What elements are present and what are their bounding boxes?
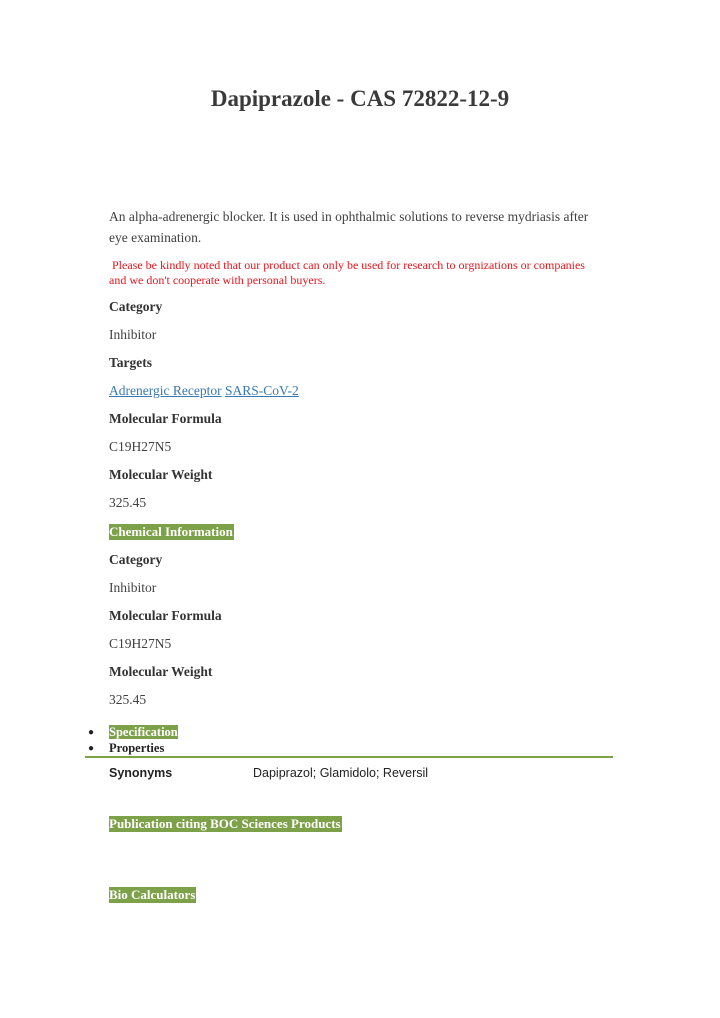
chem-category-label: Category — [109, 552, 163, 567]
target-link-sars-cov-2[interactable]: SARS-CoV-2 — [224, 383, 299, 398]
targets-label: Targets — [109, 355, 152, 370]
molecular-weight-value: 325.45 — [109, 495, 147, 510]
bio-calculators-heading: Bio Calculators — [109, 887, 196, 902]
targets-list — [109, 383, 299, 399]
chem-molecular-formula-value: C19H27N5 — [109, 636, 172, 651]
page-title: Dapiprazole - CAS 72822-12-9 — [210, 86, 510, 111]
category-label: Category — [109, 299, 163, 314]
synonyms-label: Synonyms — [109, 766, 173, 780]
bullet-icon: ● — [88, 743, 95, 754]
chem-molecular-weight-label: Molecular Weight — [109, 664, 213, 679]
molecular-formula-label: Molecular Formula — [109, 411, 222, 426]
notice-text: Please be kindly noted that our product can only be used for research to orgnizations or companies and we don't cooperate with personal buyers. — [109, 258, 585, 287]
publication-heading: Publication citing BOC Sciences Products — [109, 816, 341, 831]
molecular-weight-label: Molecular Weight — [109, 467, 213, 482]
molecular-formula-value: C19H27N5 — [109, 439, 172, 454]
research-use-notice — [109, 258, 589, 288]
chem-molecular-formula-label: Molecular Formula — [109, 608, 222, 623]
tab-properties[interactable] — [109, 741, 164, 756]
product-description: An alpha-adrenergic blocker. It is used in ophthalmic solutions to reverse mydriasis after eye examination. — [109, 209, 589, 245]
target-link-adrenergic-receptor[interactable]: Adrenergic Receptor — [109, 383, 222, 398]
tab-divider — [85, 756, 613, 758]
chem-molecular-weight-value: 325.45 — [109, 692, 147, 707]
category-value: Inhibitor — [109, 327, 157, 342]
chem-category-value: Inhibitor — [109, 580, 157, 595]
chemical-information-heading: Chemical Information — [109, 524, 233, 539]
tab-specification[interactable] — [109, 725, 178, 740]
bullet-icon: ● — [88, 727, 95, 738]
tab-properties-label[interactable]: Properties — [109, 741, 165, 755]
synonyms-value: Dapiprazol; Glamidolo; Reversil — [253, 766, 429, 780]
tab-specification-label[interactable]: Specification — [109, 725, 178, 739]
